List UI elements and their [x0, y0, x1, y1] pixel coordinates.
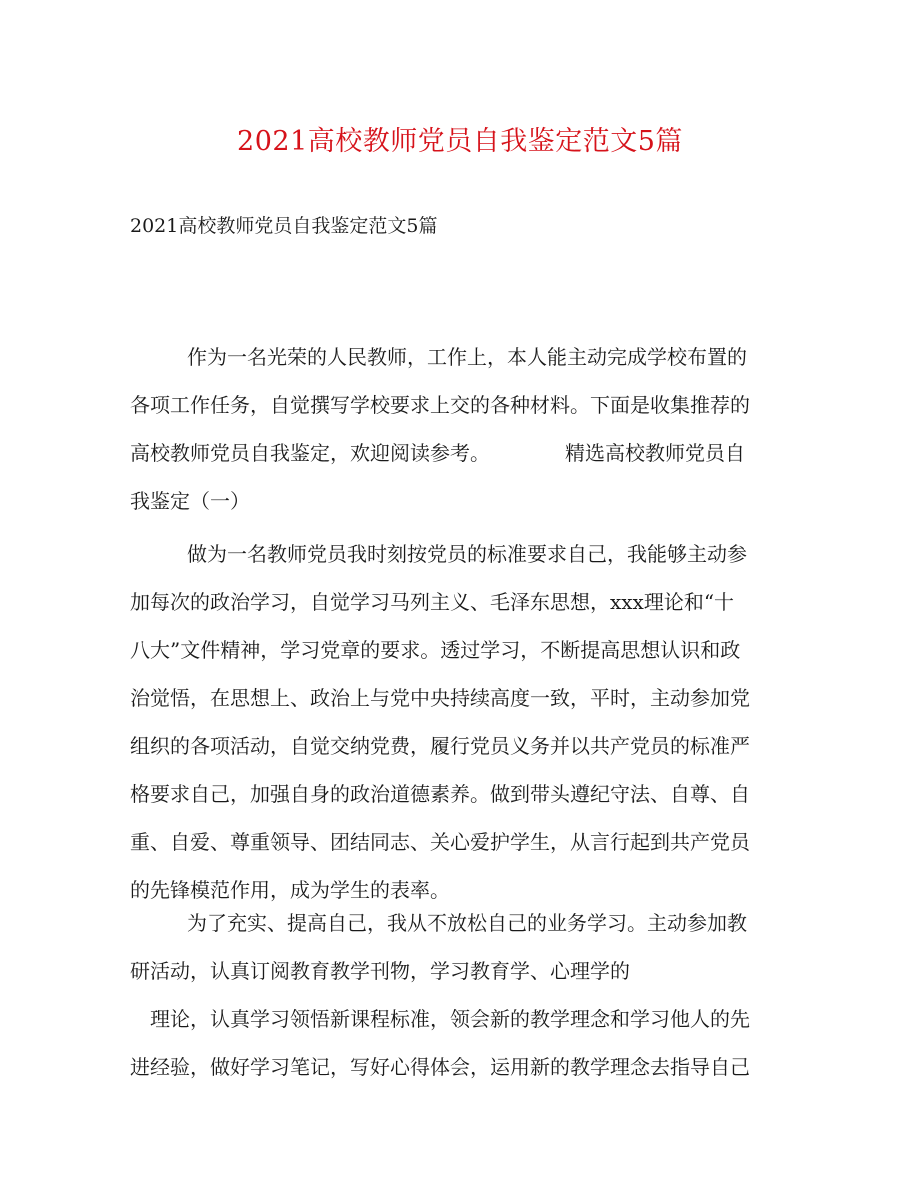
text-line: 格要求自己，加强自身的政治道德素养。做到带头遵纪守法、自尊、自: [130, 782, 750, 806]
text-line: 八大”文件精神，学习党章的要求。透过学习，不断提高思想认识和政: [130, 638, 741, 662]
text-line: 的先锋模范作用，成为学生的表率。: [130, 878, 450, 902]
text-fragment: 高校教师党员自我鉴定，欢迎阅读参考。: [130, 441, 490, 465]
text-line: 进经验，做好学习笔记，写好心得体会，运用新的教学理念去指导自己: [130, 1055, 750, 1079]
text-line: 重、自爱、尊重领导、团结同志、关心爱护学生，从言行起到共产党员: [130, 830, 750, 854]
section-heading-line: 我鉴定（一）: [130, 489, 250, 513]
text-line: 理论，认真学习领悟新课程标准，领会新的教学理念和学习他人的先: [150, 1007, 750, 1031]
text-line: 加每次的政治学习，自觉学习马列主义、毛泽东思想，xxx理论和“十: [130, 590, 735, 614]
text-line: 研活动，认真订阅教育教学刊物，学习教育学、心理学的: [130, 959, 630, 983]
text-line: 治觉悟，在思想上、政治上与党中央持续高度一致，平时，主动参加党: [130, 686, 750, 710]
document-subtitle: 2021高校教师党员自我鉴定范文5篇: [130, 215, 438, 237]
text-line: 组织的各项活动，自觉交纳党费，履行党员义务并以共产党员的标准严: [130, 734, 750, 758]
paragraph-professional-study: [130, 899, 796, 1091]
text-line: 各项工作任务，自觉撰写学校要求上交的各种材料。下面是收集推荐的: [130, 393, 750, 417]
document-title: 2021高校教师党员自我鉴定范文5篇: [237, 126, 683, 157]
intro-paragraph: [130, 333, 796, 525]
text-line: 为了充实、提高自己，我从不放松自己的业务学习。主动参加教: [187, 911, 747, 935]
section-heading-fragment: 精选高校教师党员自: [565, 441, 745, 465]
paragraph-party-member: [130, 530, 796, 914]
text-line: [130, 429, 796, 477]
text-line: 做为一名教师党员我时刻按党员的标准要求自己，我能够主动参: [187, 542, 747, 566]
text-line: 作为一名光荣的人民教师，工作上，本人能主动完成学校布置的: [187, 345, 747, 369]
